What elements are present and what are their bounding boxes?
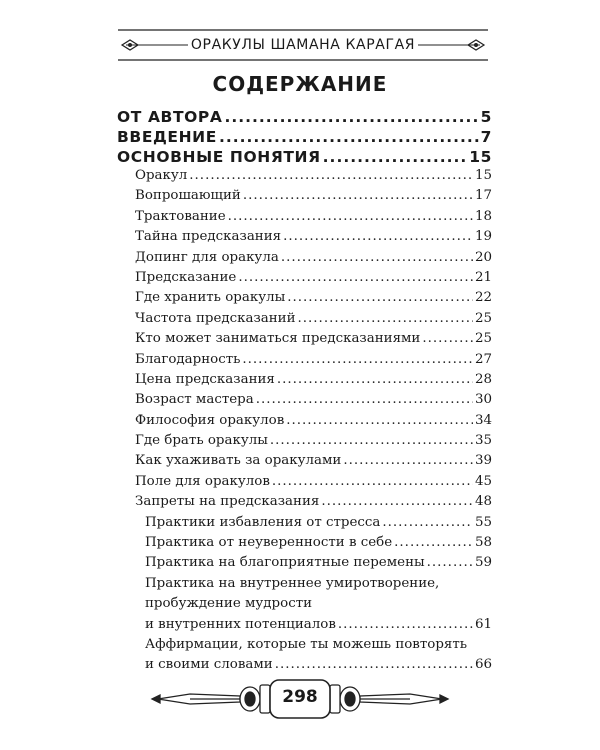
toc-entry-page: 39 <box>474 453 492 469</box>
toc-entry-label: Трактование <box>135 208 226 224</box>
toc-entry-page: 27 <box>474 351 492 367</box>
toc-main-entry[interactable] <box>117 108 492 128</box>
dot-leader <box>394 535 473 550</box>
toc-sub-entry[interactable] <box>117 657 492 677</box>
toc-sub-entry[interactable] <box>117 535 492 555</box>
toc-entry-label: Как ухаживать за оракулами <box>135 453 342 469</box>
dot-leader <box>242 352 473 367</box>
running-header-title: ОРАКУЛЫ ШАМАНА КАРАГАЯ <box>190 37 416 53</box>
running-header <box>118 27 488 63</box>
toc-entry-page: 28 <box>474 371 492 387</box>
toc-entry-page: 48 <box>474 494 492 510</box>
dot-leader <box>323 148 468 166</box>
toc-entry-label: Цена предсказания <box>135 371 275 387</box>
dot-leader <box>287 290 473 305</box>
dot-leader <box>270 433 473 448</box>
toc-sub-entry[interactable] <box>117 413 492 433</box>
toc-entry-label: и своими словами <box>145 657 273 673</box>
dot-leader <box>283 229 473 244</box>
dot-leader <box>286 413 473 428</box>
toc-entry-page: 61 <box>474 616 492 632</box>
toc-entry-page: 66 <box>474 657 492 673</box>
toc-main-entry[interactable] <box>117 148 492 168</box>
toc-entry-label: Допинг для оракула <box>135 249 279 265</box>
toc-sub-entry[interactable] <box>117 209 492 229</box>
page-number: 298 <box>282 687 318 707</box>
toc-entry-label: Кто может заниматься предсказаниями <box>135 331 421 347</box>
toc-sub-entry[interactable] <box>117 617 492 637</box>
toc-entry-label: и внутренних потенциалов <box>145 616 336 632</box>
toc-sub-entry[interactable] <box>117 474 492 494</box>
toc-entry-label: Практика от неуверенности в себе <box>145 535 393 551</box>
toc-entry-label: Философия оракулов <box>135 412 285 428</box>
toc-sub-entry[interactable] <box>117 392 492 412</box>
toc-sub-entry[interactable] <box>117 188 492 208</box>
toc-entry-label: Частота предсказаний <box>135 310 296 326</box>
dot-leader <box>256 392 473 407</box>
toc-sub-entry[interactable] <box>117 331 492 351</box>
toc-entry-page: 58 <box>474 535 492 551</box>
dot-leader <box>338 617 473 632</box>
toc-sub-entry[interactable] <box>117 168 492 188</box>
toc-sub-entry[interactable] <box>117 250 492 270</box>
toc-heading: СОДЕРЖАНИЕ <box>212 72 388 96</box>
table-of-contents <box>117 108 492 678</box>
dot-leader <box>422 331 473 346</box>
toc-sub-entry[interactable] <box>117 453 492 473</box>
toc-sub-entry[interactable] <box>117 555 492 575</box>
toc-entry-label: Практики избавления от стресса <box>145 514 381 530</box>
toc-sub-entry[interactable] <box>117 290 492 310</box>
dot-leader <box>382 515 473 530</box>
toc-entry-label: Где брать оракулы <box>135 433 268 449</box>
dot-leader <box>243 188 473 203</box>
toc-entry-label: Поле для оракулов <box>135 473 270 489</box>
toc-sub-entry[interactable] <box>117 515 492 535</box>
dot-leader <box>298 311 473 326</box>
toc-entry-page: 5 <box>480 108 492 126</box>
toc-entry-page: 22 <box>474 290 492 306</box>
toc-sub-entry[interactable] <box>117 494 492 514</box>
page-footer <box>150 676 450 722</box>
toc-sub-entry[interactable] <box>117 311 492 331</box>
toc-entry-page: 18 <box>474 208 492 224</box>
dot-leader <box>189 168 473 183</box>
toc-entry-label: Тайна предсказания <box>135 229 282 245</box>
toc-entry-page: 30 <box>474 392 492 408</box>
dot-leader <box>238 270 473 285</box>
toc-entry-label: ОСНОВНЫЕ ПОНЯТИЯ <box>117 148 321 166</box>
dot-leader <box>321 494 473 509</box>
dot-leader <box>272 474 473 489</box>
toc-entry-label: ВВЕДЕНИЕ <box>117 128 217 146</box>
toc-entry-page: 45 <box>474 473 492 489</box>
toc-entry-page: 21 <box>474 269 492 285</box>
toc-sub-entry[interactable] <box>117 270 492 290</box>
dot-leader <box>228 209 473 224</box>
dot-leader <box>427 555 473 570</box>
toc-entry-page: 25 <box>474 310 492 326</box>
toc-entry-page: 25 <box>474 331 492 347</box>
toc-entry-label: Возраст мастера <box>135 392 254 408</box>
toc-entry-page: 19 <box>474 229 492 245</box>
toc-main-entry[interactable] <box>117 128 492 148</box>
toc-sub-entry[interactable] <box>117 352 492 372</box>
dot-leader <box>343 453 473 468</box>
toc-entry-page: 15 <box>474 168 492 183</box>
toc-entry-page: 20 <box>474 249 492 265</box>
dot-leader <box>219 128 479 146</box>
toc-sub-entry[interactable] <box>117 433 492 453</box>
toc-entry-label: Запреты на предсказания <box>135 494 320 510</box>
toc-entry-page: 17 <box>474 188 492 204</box>
toc-entry-label: Вопрошающий <box>135 188 241 204</box>
toc-entry-page: 34 <box>474 412 492 428</box>
toc-sub-entry[interactable] <box>117 372 492 392</box>
toc-sub-entry[interactable] <box>117 229 492 249</box>
toc-entry-label: Благодарность <box>135 351 241 367</box>
toc-entry-line: пробуждение мудрости <box>145 596 313 612</box>
toc-entry-page: 35 <box>474 433 492 449</box>
toc-entry-label: Где хранить оракулы <box>135 290 286 306</box>
toc-entry-label: Оракул <box>135 168 188 183</box>
dot-leader <box>224 108 478 126</box>
toc-entry-page: 15 <box>469 148 492 166</box>
toc-entry-line: Аффирмации, которые ты можешь повторять <box>145 636 468 652</box>
toc-entry-page: 59 <box>474 555 492 571</box>
dot-leader <box>281 250 473 265</box>
toc-entry-label: ОТ АВТОРА <box>117 108 223 126</box>
dot-leader <box>277 372 473 387</box>
dot-leader <box>275 657 473 672</box>
toc-entry-line: Практика на внутреннее умиротворение, <box>145 575 440 591</box>
toc-entry-label: Практика на благоприятные перемены <box>145 555 425 571</box>
toc-entry-page: 7 <box>480 128 492 146</box>
toc-entry-label: Предсказание <box>135 269 237 285</box>
toc-entry-page: 55 <box>474 514 492 530</box>
